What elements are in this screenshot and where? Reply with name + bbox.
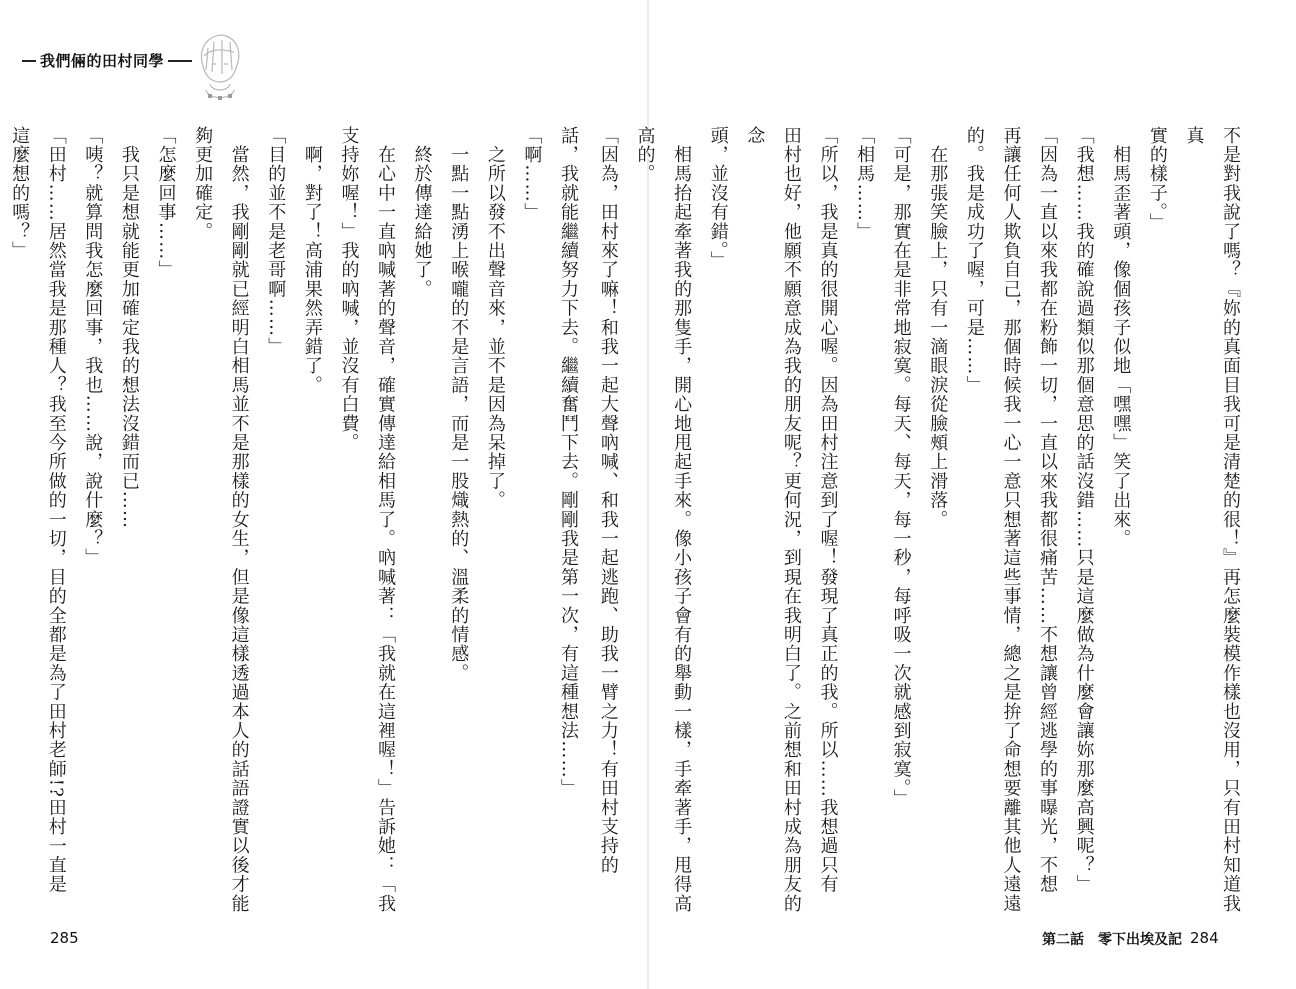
page-number-right: 284 <box>1190 929 1219 947</box>
text-line: 頭，並沒有錯。」 <box>707 126 729 271</box>
text-line: 在心中一直吶喊著的聲音，確實傳達給相馬了。吶喊著：「我就在這裡喔！」告訴她：「我 <box>375 126 397 914</box>
text-line: 「咦？就算問我怎麼回事，我也……說，說什麼？」 <box>82 126 104 568</box>
text-line: 實的樣子。」 <box>1146 126 1168 233</box>
text-line: 支持妳喔！」我的吶喊，並沒有白費。 <box>338 126 360 453</box>
running-header <box>22 28 272 108</box>
header-rule-left <box>22 60 36 62</box>
left-page-body <box>9 126 586 921</box>
text-line: 「所以，我是真的很開心喔。因為田村注意到了喔！發現了真正的我。所以……我想過只有 <box>817 126 839 894</box>
text-line: 「因為一直以來我都在粉飾一切，一直以來我都很痛苦……不想讓曾經逃學的事曝光，不想 <box>1037 126 1059 894</box>
chapter-title: 第二話 零下出埃及記 <box>1042 932 1182 948</box>
text-line: 夠更加確定。 <box>192 126 214 242</box>
text-line: 這麼想的嗎？」 <box>9 126 31 261</box>
text-line: 「目的並不是老哥啊……」 <box>265 126 287 357</box>
text-line: 話，我就能繼續努力下去。繼續奮鬥下去。剛剛我是第一次，有這種想法……」 <box>558 126 579 798</box>
text-line: 「怎麼回事……」 <box>155 126 177 280</box>
text-line: 「相馬……」 <box>854 126 876 242</box>
text-line: 「田村……居然當我是那種人？我至今所做的一切，目的全都是為了田村老師!?田村一直是 <box>45 126 67 895</box>
text-line: 相馬抬起牽著我的那隻手，開心地甩起手來。像小孩子會有的舉動一樣，手牽著手，甩得高 <box>671 126 693 914</box>
text-line: 再讓任何人欺負自己，那個時候我一心一意只想著這些事情，總之是拚了命想要離其他人遠遠 <box>1000 126 1022 914</box>
character-portrait-icon <box>188 28 248 104</box>
text-line: 不是對我說了嗎？『妳的真面目我可是清楚的很！』再怎麼裝模作樣也沒用，只有田村知道我真 <box>1183 126 1241 914</box>
page-number-left: 285 <box>50 929 79 947</box>
text-line: 田村也好，他願不願意成為我的朋友呢？更何況，到現在我明白了。之前想和田村成為朋友的念 <box>744 126 802 914</box>
text-line: 「啊……」 <box>521 126 543 222</box>
text-line: 當然，我剛剛就已經明白相馬並不是那樣的女生，但是像這樣透過本人的話語證實以後才能 <box>228 126 250 914</box>
text-line: 相馬歪著頭，像個孩子似地「嘿嘿」笑了出來。 <box>1110 126 1132 549</box>
text-line: 在那張笑臉上，只有一滴眼淚從臉頰上滑落。 <box>927 126 949 530</box>
text-line: 啊，對了！高浦果然弄錯了。 <box>301 126 323 395</box>
text-line: 「因為，田村來了嘛！和我一起大聲吶喊、和我一起逃跑、助我一臂之力！有田村支持的 <box>597 126 619 875</box>
text-line: 「可是，那實在是非常地寂寞。每天、每天，每一秒，每呼吸一次就感到寂寞。」 <box>890 126 912 809</box>
text-line: 終於傳達給她了。 <box>411 126 433 299</box>
text-line: 高的。 <box>634 126 656 184</box>
text-line: 的。我是成功了喔，可是……」 <box>963 126 985 395</box>
text-line: 我只是想就能更加確定我的想法沒錯而已…… <box>118 126 140 530</box>
text-line: 一點一點湧上喉嚨的不是言語，而是一股熾熱的、溫柔的情感。 <box>448 126 470 683</box>
book-title: 我們倆的田村同學 <box>40 52 165 70</box>
right-page-body <box>597 126 1248 921</box>
text-line: 「我想……我的確說過類似那個意思的話沒錯……只是這麼做為什麼會讓妳那麼高興呢？」 <box>1073 126 1095 894</box>
text-line: 之所以發不出聲音來，並不是因為呆掉了。 <box>484 126 506 510</box>
